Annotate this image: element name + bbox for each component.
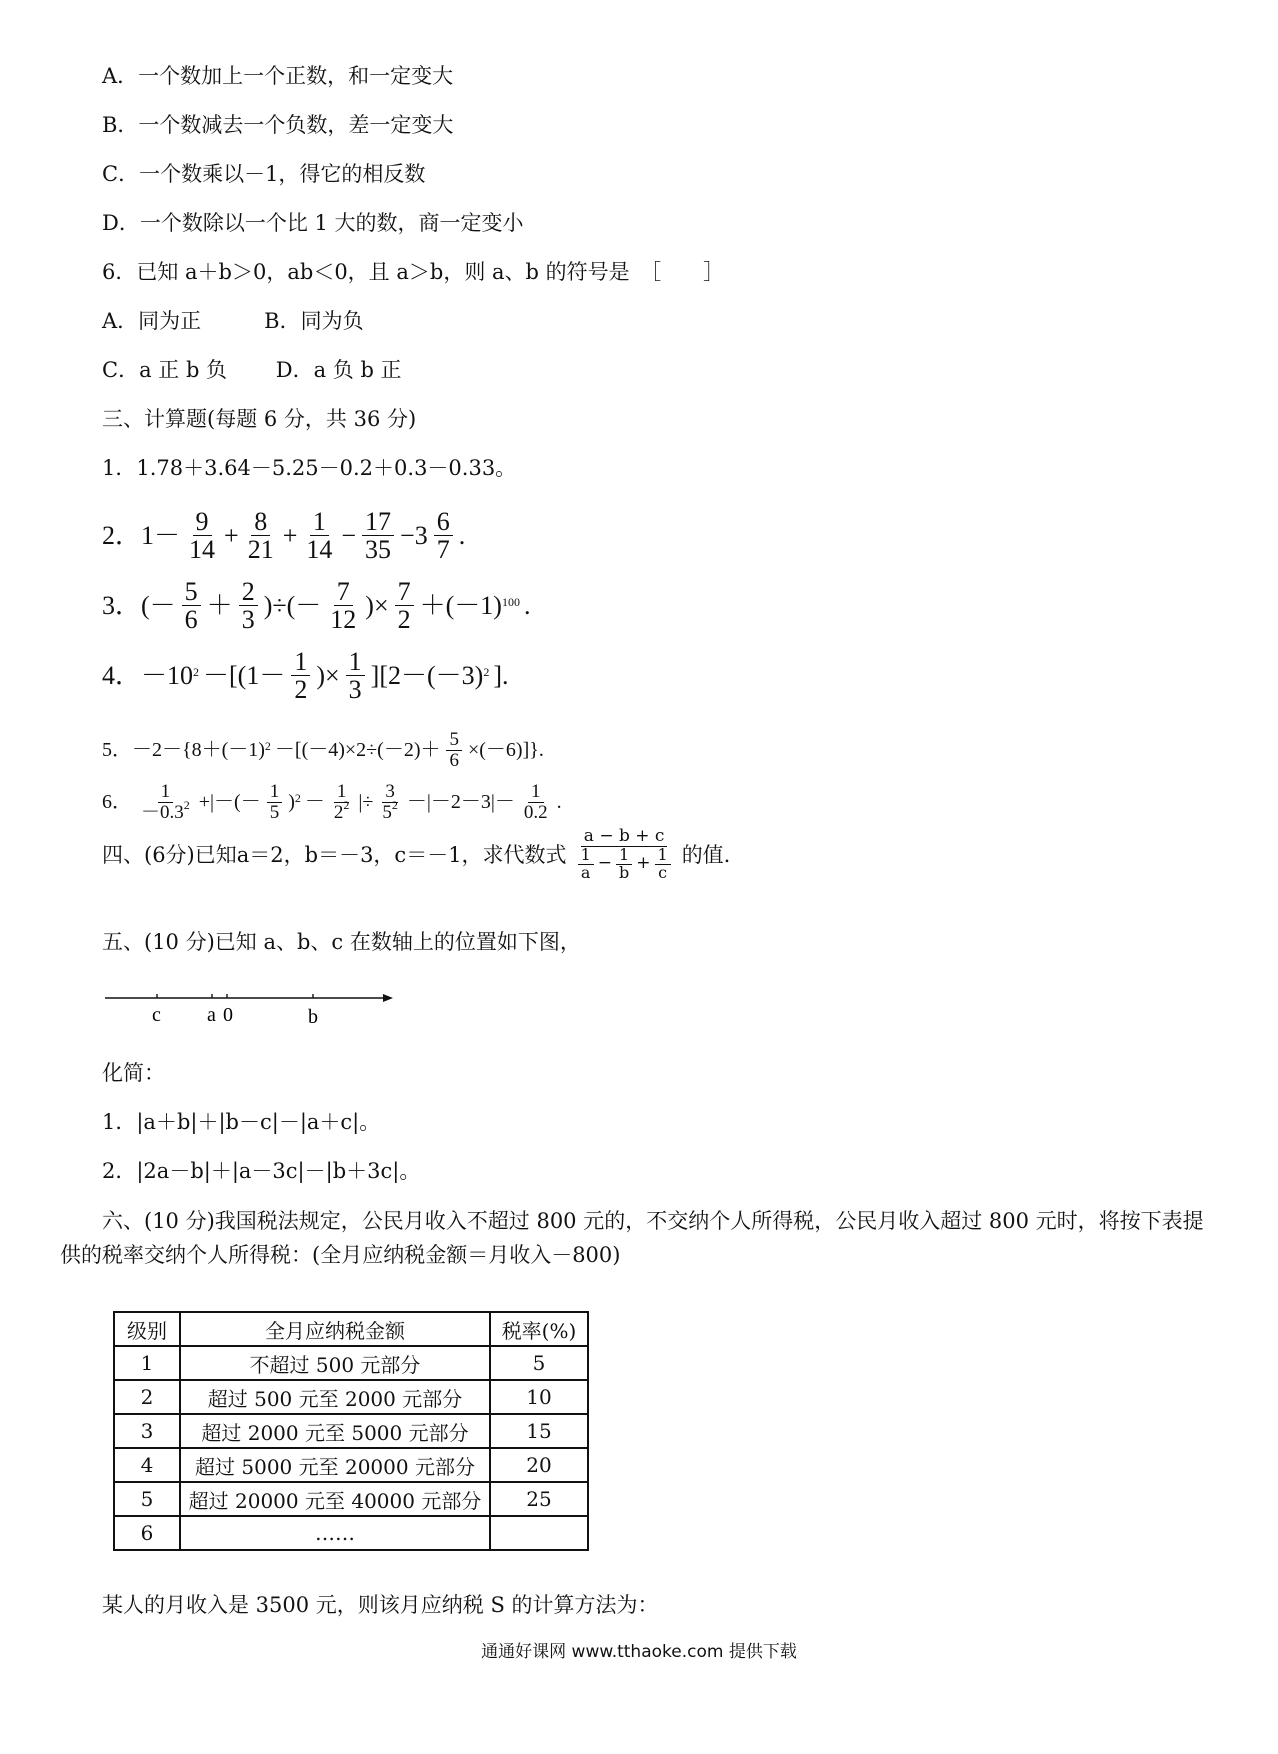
section-6-line-1: 六、(10 分)我国税法规定，公民月收入不超过 800 元的，不交纳个人所得税，公民月收入超过 800 元时，将按下表提: [102, 1209, 1204, 1233]
tax-rate-table: [113, 1311, 589, 1551]
label-c: c: [152, 1004, 161, 1026]
simplify-2: 2．|2a－b|＋|a－3c|－|b＋3c|。: [102, 1159, 421, 1183]
table-row: [114, 1346, 588, 1380]
problem-3-6: 6． $\frac{1}{-0.3^2}$ +|－(－ $\frac{1}{5}$ )$^2$ － $\frac{1}{2^2}$ |÷ $\frac{3}{5^2}$ －|－2－3|－ $\frac{1}{0.2}$ .: [102, 781, 562, 823]
simplify-label: 化简：: [102, 1061, 165, 1085]
table-row: [114, 1516, 588, 1550]
table-cell: 20: [490, 1448, 588, 1482]
problem-3-1: 1．1.78＋3.64－5.25－0.2＋0.3－0.33。: [102, 456, 517, 480]
table-row: [114, 1448, 588, 1482]
table-cell: 3: [114, 1414, 180, 1448]
table-cell: 10: [490, 1380, 588, 1414]
table-cell: 5: [114, 1482, 180, 1516]
question-6-options-ab: A．同为正 B．同为负: [102, 309, 364, 333]
table-cell: 不超过 500 元部分: [180, 1346, 490, 1380]
problem-3-2: 2．1－ $\frac{9}{14}$ + $\frac{8}{21}$ + $\frac{1}{14}$ − $\frac{17}{35}$ −3 $\frac{6}{7}$ .: [102, 507, 466, 565]
section-4-numerator: a − b + c: [581, 828, 668, 847]
label-b: b: [308, 1006, 318, 1028]
table-header-row: [114, 1312, 588, 1346]
question-6-stem: 6．已知 a＋b＞0，ab＜0，且 a＞b，则 a、b 的符号是 ［ ］: [102, 260, 725, 284]
table-cell: 4: [114, 1448, 180, 1482]
problem-3-3: 3．(－ $\frac{5}{6}$ ＋ $\frac{2}{3}$ )÷(－ $\frac{7}{12}$ )× $\frac{7}{2}$ $+(-1)^{100}$ .: [102, 577, 531, 635]
table-cell: 超过 500 元至 2000 元部分: [180, 1380, 490, 1414]
table-row: [114, 1414, 588, 1448]
problem-3-4: 4．$-10^2$ －[(1－ $\frac{1}{2}$ )× $\frac{1}{3}$ ][$2-(-3)^2$ ].: [102, 647, 509, 705]
header-amount: 全月应纳税金额: [180, 1312, 490, 1346]
header-level: 级别: [114, 1312, 180, 1346]
table-cell: 1: [114, 1346, 180, 1380]
table-cell: 25: [490, 1482, 588, 1516]
label-zero: 0: [223, 1004, 233, 1026]
option-5c: C．一个数乘以－1，得它的相反数: [102, 162, 426, 186]
simplify-1: 1．|a＋b|＋|b－c|－|a＋c|。: [102, 1110, 381, 1134]
table-cell: 超过 5000 元至 20000 元部分: [180, 1448, 490, 1482]
option-5b: B．一个数减去一个负数，差一定变大: [102, 113, 454, 137]
table-cell: 2: [114, 1380, 180, 1414]
question-6-options-cd: C．a 正 b 负 D．a 负 b 正: [102, 358, 402, 382]
table-cell: [490, 1516, 588, 1550]
problem-3-5: 5．$-2-\{8+(-1)^2$ －[(－4)×2÷(－2)＋ $\frac{5}{6}$ ×(－6)]}.: [102, 729, 544, 771]
option-5d: D．一个数除以一个比 1 大的数，商一定变小: [102, 211, 524, 235]
header-rate: 税率(%): [490, 1312, 588, 1346]
table-row: [114, 1380, 588, 1414]
section-6-after: 某人的月收入是 3500 元，则该月应纳税 S 的计算方法为：: [102, 1593, 659, 1617]
option-5a: A．一个数加上一个正数，和一定变大: [102, 64, 454, 88]
table-cell: 6: [114, 1516, 180, 1550]
section-4: 四、(6分)已知a＝2，b＝－3，c＝－1，求代数式 a − b + c $\frac{1}{a}$ − $\frac{1}{b}$ + $\frac{1}{c}$ 的值.: [102, 826, 731, 882]
table-cell: 超过 2000 元至 5000 元部分: [180, 1414, 490, 1448]
table-cell: ……: [180, 1516, 490, 1550]
page-footer: 通通好课网 www.tthaoke.com 提供下载: [481, 1642, 797, 1662]
table-row: [114, 1482, 588, 1516]
section-3-title: 三、计算题(每题 6 分，共 36 分): [102, 407, 417, 431]
number-line-arrow: [383, 994, 393, 1002]
table-cell: 15: [490, 1414, 588, 1448]
table-cell: 超过 20000 元至 40000 元部分: [180, 1482, 490, 1516]
section-5-title: 五、(10 分)已知 a、b、c 在数轴上的位置如下图，: [102, 930, 581, 954]
section-6-line-2: 供的税率交纳个人所得税：(全月应纳税金额＝月收入－800): [60, 1243, 621, 1267]
number-line: [105, 985, 395, 1035]
label-a: a: [207, 1004, 216, 1026]
table-cell: 5: [490, 1346, 588, 1380]
